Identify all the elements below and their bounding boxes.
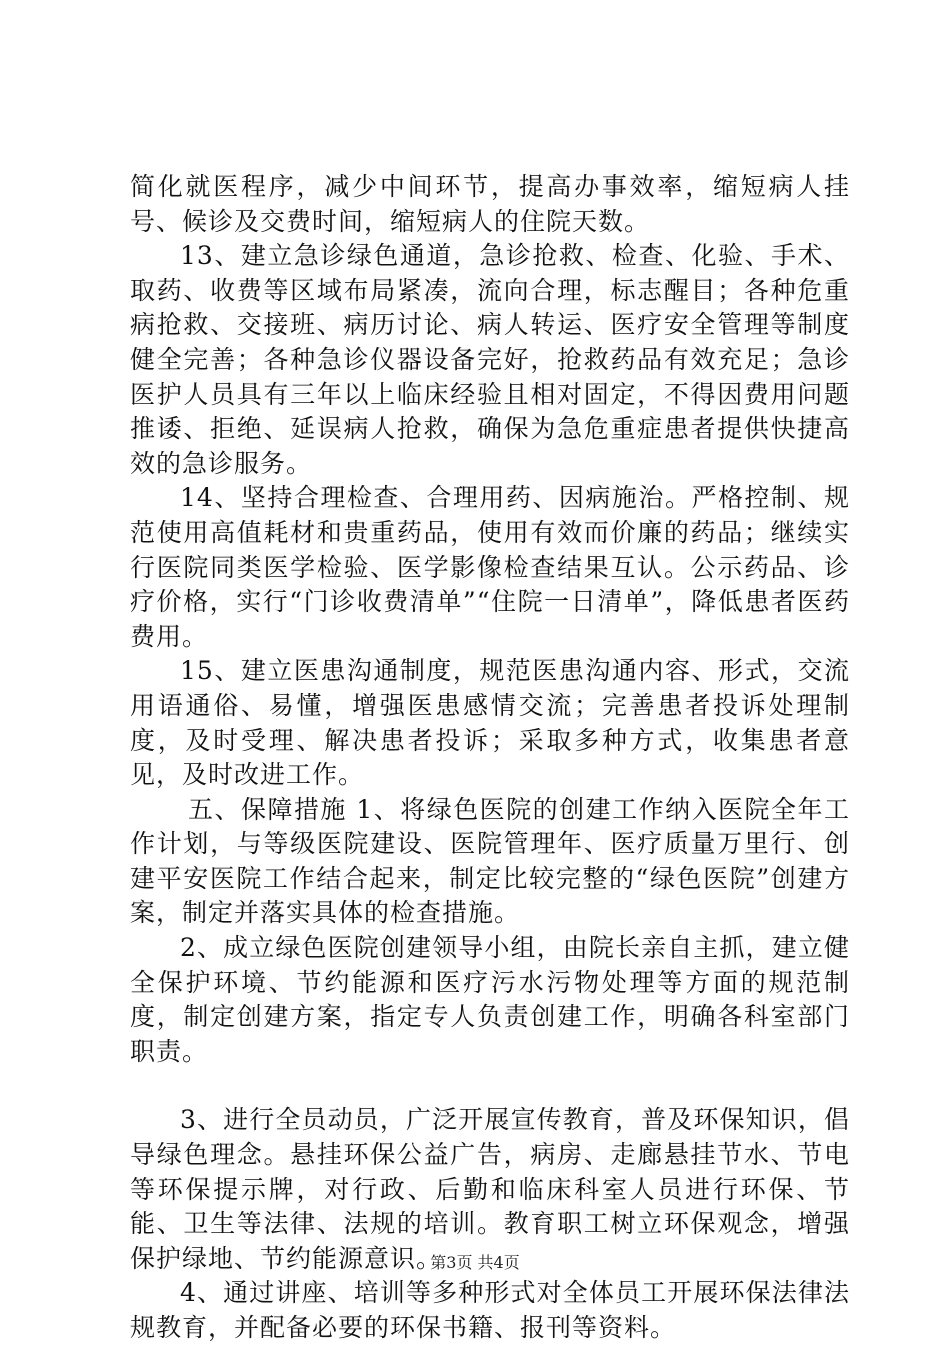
paragraph-item-14: 14、坚持合理检查、合理用药、因病施治。严格控制、规范使用高值耗材和贵重药品，使用有效而价廉的药品；继续实行医院同类医学检验、医学影像检查结果互认。公示药品、诊疗价格，实行“门诊收费清单”“住院一日清单”，降低患者医药费用。 <box>130 483 850 651</box>
paragraph-item-13: 13、建立急诊绿色通道，急诊抢救、检查、化验、手术、取药、收费等区域布局紧凑，流向合理，标志醒目；各种危重病抢救、交接班、病历讨论、病人转运、医疗安全管理等制度健全完善；各种急诊仪器设备完好，抢救药品有效充足；急诊医护人员具有三年以上临床经验且相对固定，不得因费用问题推诿、拒绝、延误病人抢救，确保为急危重症患者提供快捷高效的急诊服务。 <box>130 241 850 478</box>
page-number-footer: 第3页 共4页 <box>430 1253 520 1272</box>
paragraph-section-five: 五、保障措施 1、将绿色医院的创建工作纳入医院全年工作计划，与等级医院建设、医院管理年、医疗质量万里行、创建平安医院工作结合起来，制定比较完整的“绿色医院”创建方案，制定并落实具体的检查措施。 <box>130 794 850 928</box>
paragraph-continuation: 简化就医程序，减少中间环节，提高办事效率，缩短病人挂号、候诊及交费时间，缩短病人的住院天数。 <box>130 172 850 236</box>
paragraph-measure-4: 4、通过讲座、培训等多种形式对全体员工开展环保法律法规教育，并配备必要的环保书籍、报刊等资料。 <box>130 1278 850 1342</box>
paragraph-measure-3: 3、进行全员动员，广泛开展宣传教育，普及环保知识，倡导绿色理念。悬挂环保公益广告，病房、走廊悬挂节水、节电等环保提示牌，对行政、后勤和临床科室人员进行环保、节能、卫生等法律、法规的培训。教育职工树立环保观念，增强保护绿地、节约能源意识。 <box>130 1105 850 1273</box>
paragraph-item-15: 15、建立医患沟通制度，规范医患沟通内容、形式，交流用语通俗、易懂，增强医患感情交流；完善患者投诉处理制度，及时受理、解决患者投诉；采取多种方式，收集患者意见，及时改进工作。 <box>130 656 850 790</box>
document-body <box>130 170 850 1346</box>
paragraph-measure-2: 2、成立绿色医院创建领导小组，由院长亲自主抓，建立健全保护环境、节约能源和医疗污水污物处理等方面的规范制度，制定创建方案，指定专人负责创建工作，明确各科室部门职责。 <box>130 933 850 1066</box>
